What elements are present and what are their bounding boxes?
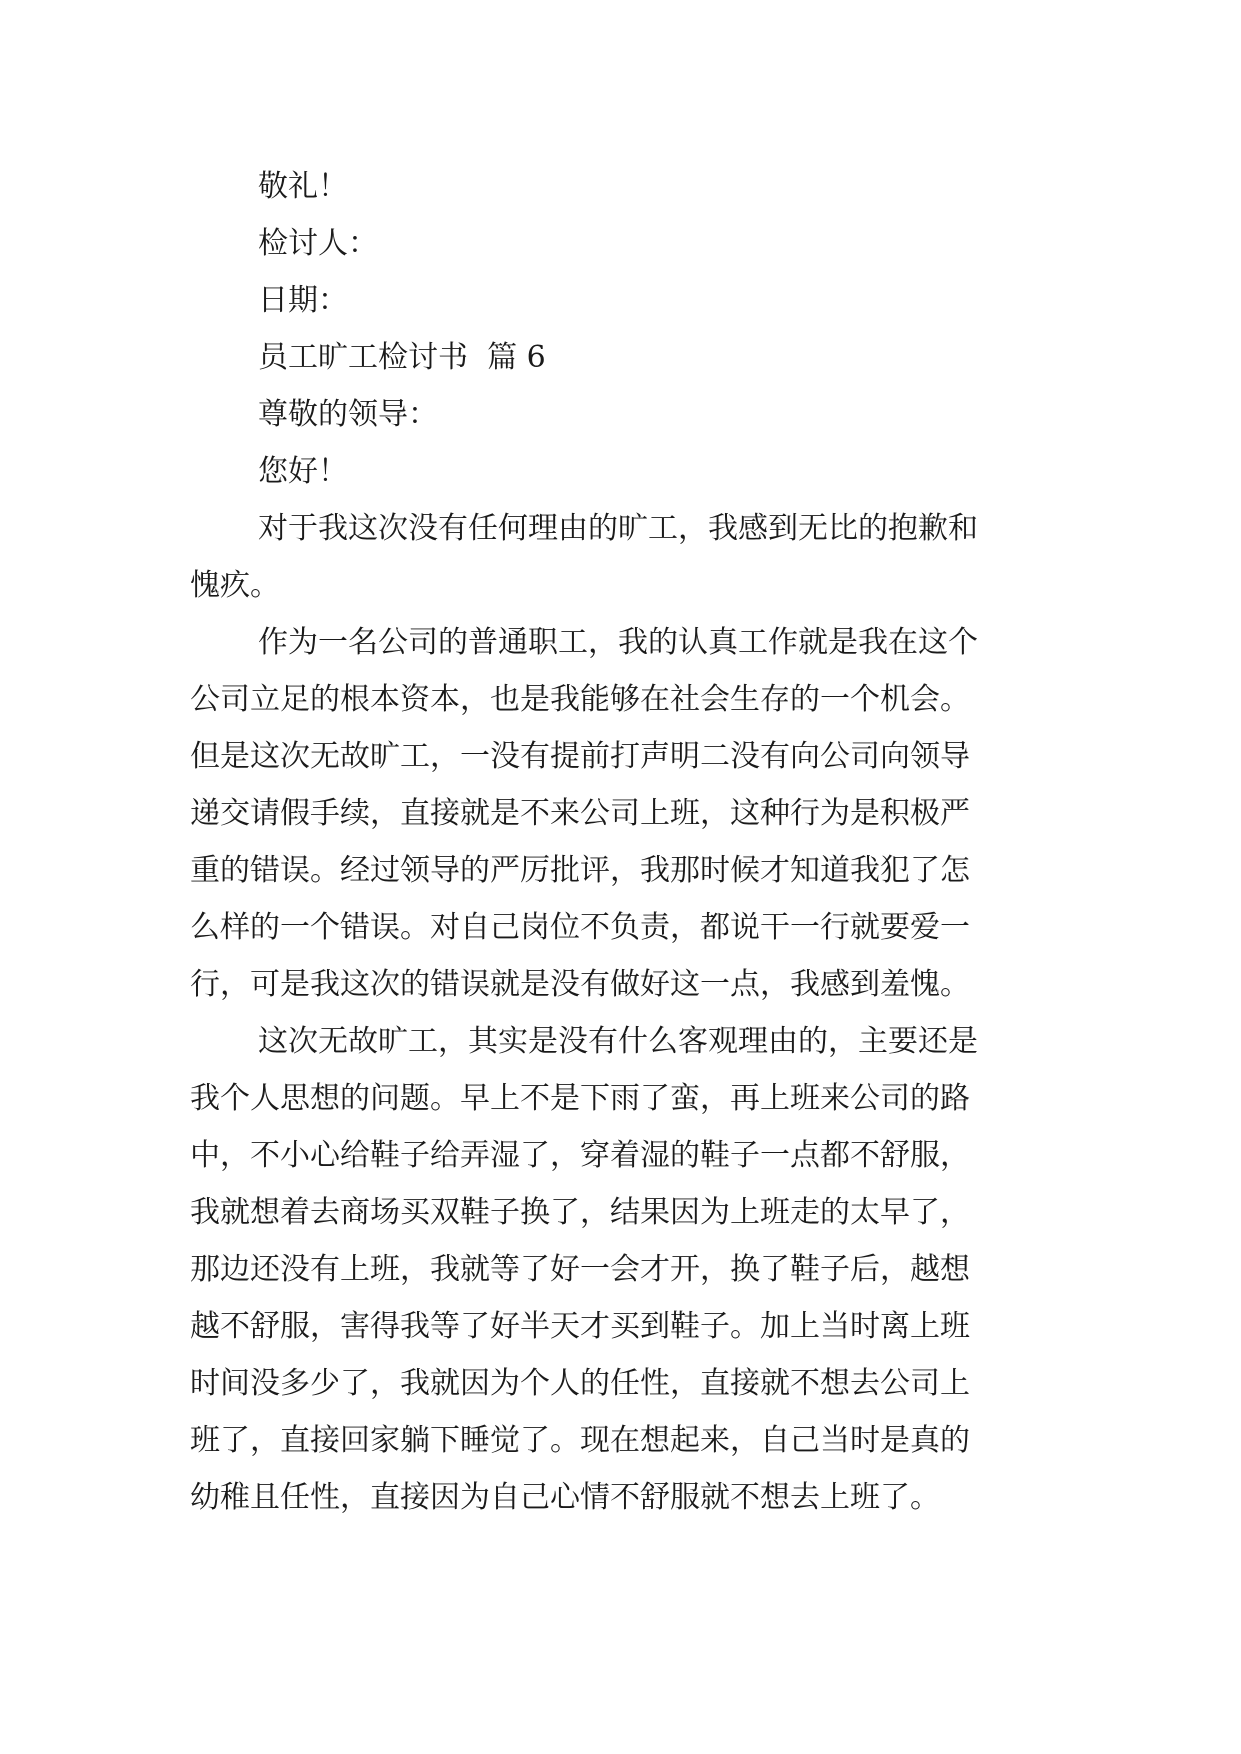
paragraph-line: 公司立足的根本资本，也是我能够在社会生存的一个机会。 <box>190 682 970 717</box>
closing-salutation: 敬礼！ <box>258 169 348 204</box>
section-title: 员工旷工检讨书 篇 6 <box>258 340 546 375</box>
paragraph-line: 但是这次无故旷工，一没有提前打声明二没有向公司向领导 <box>190 739 970 774</box>
paragraph-line: 时间没多少了，我就因为个人的任性，直接就不想去公司上 <box>190 1366 970 1401</box>
paragraph-line: 幼稚且任性，直接因为自己心情不舒服就不想去上班了。 <box>190 1480 940 1515</box>
paragraph-line: 越不舒服，害得我等了好半天才买到鞋子。加上当时离上班 <box>190 1309 970 1344</box>
paragraph-line: 行，可是我这次的错误就是没有做好这一点，我感到羞愧。 <box>190 967 970 1002</box>
paragraph-line: 这次无故旷工，其实是没有什么客观理由的，主要还是 <box>258 1024 978 1059</box>
paragraph-line: 我个人思想的问题。早上不是下雨了蛮，再上班来公司的路 <box>190 1081 970 1116</box>
signer-label: 检讨人： <box>258 226 378 261</box>
paragraph-line: 对于我这次没有任何理由的旷工，我感到无比的抱歉和 <box>258 511 978 546</box>
document-body <box>190 158 1070 1526</box>
paragraph-line: 么样的一个错误。对自己岗位不负责，都说干一行就要爱一 <box>190 910 970 945</box>
greeting-recipient: 尊敬的领导： <box>258 397 438 432</box>
paragraph-line: 班了，直接回家躺下睡觉了。现在想起来，自己当时是真的 <box>190 1423 970 1458</box>
paragraph-line: 愧疚。 <box>190 568 280 603</box>
date-label: 日期： <box>258 283 348 318</box>
paragraph-line: 中，不小心给鞋子给弄湿了，穿着湿的鞋子一点都不舒服， <box>190 1138 970 1173</box>
paragraph-line: 重的错误。经过领导的严厉批评，我那时候才知道我犯了怎 <box>190 853 970 888</box>
greeting-hello: 您好！ <box>258 454 348 489</box>
paragraph-line: 那边还没有上班，我就等了好一会才开，换了鞋子后，越想 <box>190 1252 970 1287</box>
paragraph-line: 递交请假手续，直接就是不来公司上班，这种行为是积极严 <box>190 796 970 831</box>
paragraph-line: 作为一名公司的普通职工，我的认真工作就是我在这个 <box>258 625 978 660</box>
paragraph-line: 我就想着去商场买双鞋子换了，结果因为上班走的太早了， <box>190 1195 970 1230</box>
